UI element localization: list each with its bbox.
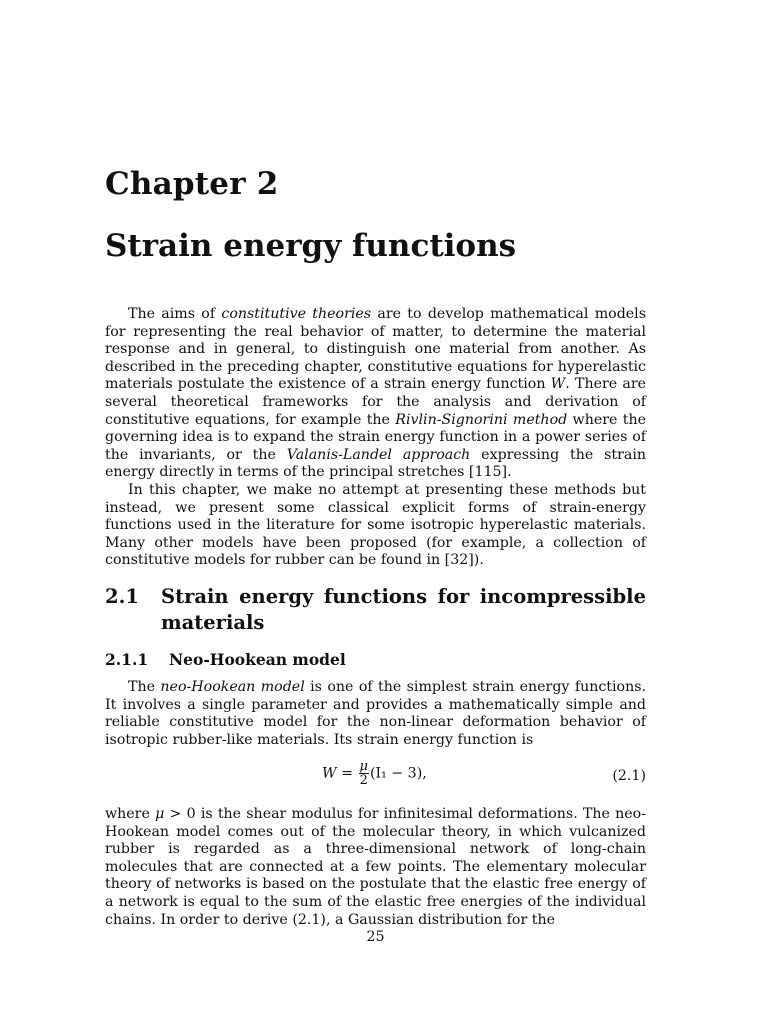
intro-paragraph-2: In this chapter, we make no attempt at presenting these methods but instead, we present some classical explicit forms of strain-energy functions used in the literature for some isotropic hyperelastic materials. Many other models have been proposed (for example, a collection of constitutive models for rubber can be found in [32]).	[105, 481, 646, 569]
equation-body	[322, 760, 427, 787]
text-run: expressing the strain energy directly in terms of the principal stretches [115].	[105, 446, 646, 481]
text-run: The	[128, 679, 161, 695]
text-run: is one of the simplest strain energy functions. It involves a single parameter and provides a mathematically simple and reliable constitutive model for the non-linear deformation behavior of isotropic rubber-like materials. Its strain energy function is	[105, 679, 647, 748]
text-run: where	[105, 806, 156, 822]
emphasis-valanis-landel: Valanis-Landel approach	[286, 446, 471, 463]
text-run: The aims of	[128, 306, 222, 322]
equation-fraction	[359, 760, 369, 787]
chapter-label: Chapter 2	[105, 166, 279, 202]
equation-number: (2.1)	[612, 768, 646, 784]
text-run: . There are several theoretical frameworks for the analysis and derivation of constitutive equations, for example the	[105, 376, 646, 428]
equation-2-1	[105, 760, 646, 790]
emphasis-rivlin-signorini: Rivlin-Signorini method	[395, 411, 568, 428]
neo-block-1	[105, 679, 646, 749]
intro-paragraph-1	[105, 306, 646, 482]
section-heading	[105, 584, 646, 636]
math-mu: μ	[155, 806, 165, 822]
section-title-line-1: Strain energy functions for incompressible	[161, 585, 646, 608]
math-w: W	[550, 376, 566, 393]
text-run: are to develop mathematical models for representing the real behavior of matter, to determine the material response and in general, to distinguish one material from another. As described in the preceding chapter, constitutive equations for hyperelastic materials postulate the existence of a strain energy function	[105, 306, 646, 393]
emphasis-constitutive-theories: constitutive theories	[221, 306, 372, 322]
text-run: > 0 is the shear modulus for infinitesimal deformations. The neo-Hookean model comes out of the molecular theory, in which vulcanized rubber is regarded as a three-dimensional network of long-chain molecules that are connected at a few points. The elementary molecular theory of networks is based on the postulate that the elastic free energy of a network is equal to the sum of the elastic free energies of the individual chains. In order to derive (2.1), a Gaussian distribution for the	[105, 806, 646, 928]
equation-rhs: (I₁ − 3),	[369, 765, 427, 782]
section-title-line-2: materials	[161, 611, 265, 634]
subsection-heading	[105, 650, 346, 669]
chapter-title: Strain energy functions	[105, 228, 517, 264]
text-run: where the governing idea is to expand the strain energy function in a power series of the invariants, or the	[105, 411, 646, 463]
neo-paragraph-1	[105, 679, 646, 749]
fraction-numerator: μ	[359, 759, 368, 774]
subsection-number: 2.1.1	[105, 650, 149, 669]
equation-lhs: W =	[322, 765, 353, 782]
page-number: 25	[366, 929, 385, 945]
section-number: 2.1	[105, 585, 139, 608]
emphasis-neo-hookean-model: neo-Hookean model	[160, 679, 305, 695]
neo-paragraph-2	[105, 806, 646, 929]
neo-block-2	[105, 806, 646, 929]
fraction-denominator: 2	[359, 773, 368, 788]
subsection-title: Neo-Hookean model	[169, 650, 346, 669]
intro-block	[105, 306, 646, 570]
